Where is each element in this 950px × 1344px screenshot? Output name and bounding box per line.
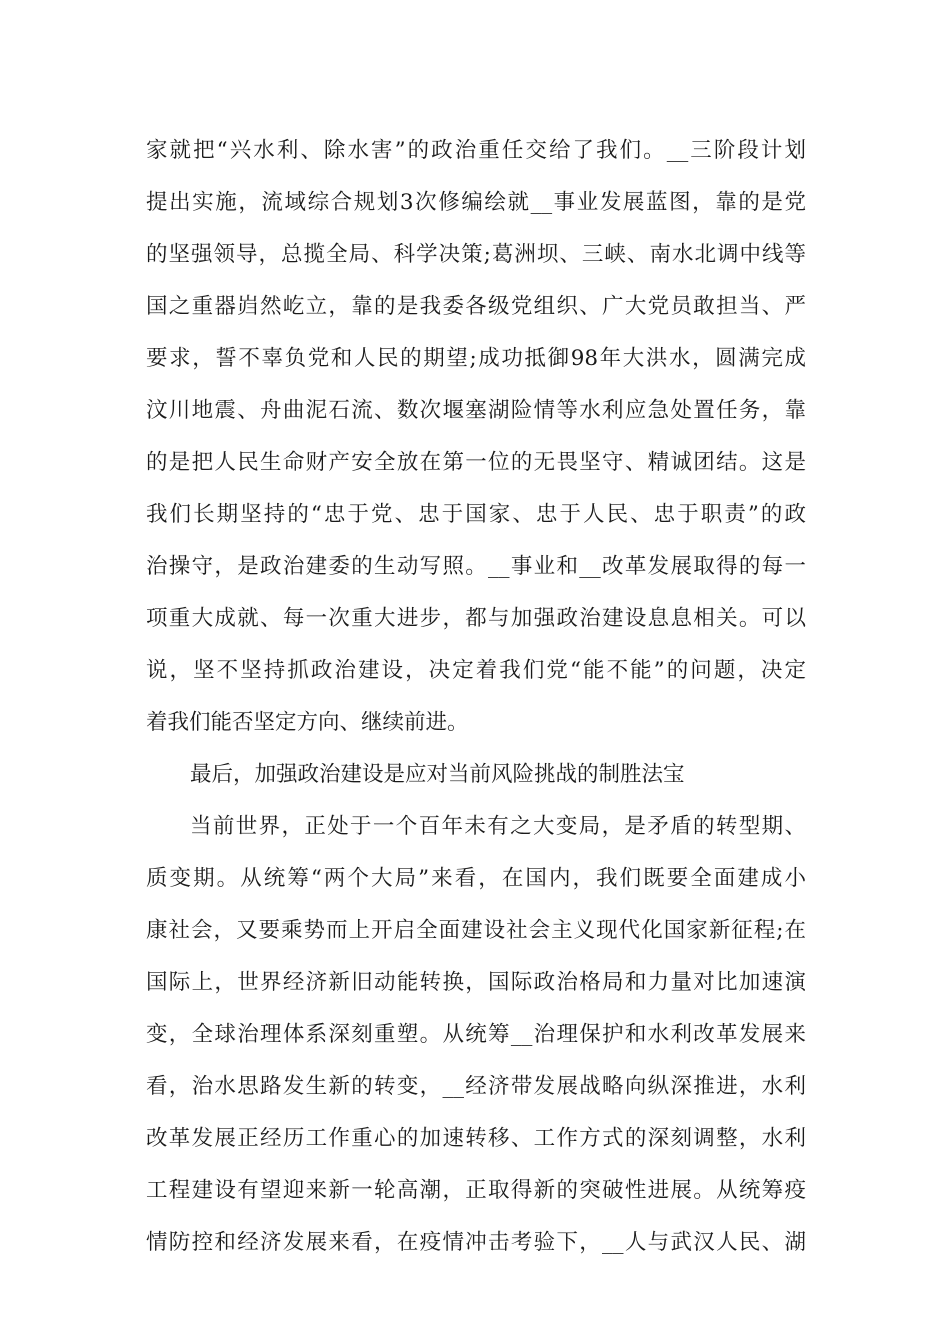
section-heading: 最后，加强政治建设是应对当前风险挑战的制胜法宝	[190, 762, 685, 787]
text-line: 说，坚不坚持抓政治建设，决定着我们党“能不能”的问题，决定	[146, 658, 806, 683]
text-line: 当前世界，正处于一个百年未有之大变局，是矛盾的转型期、	[190, 814, 806, 839]
text-line: 的是把人民生命财产安全放在第一位的无畏坚守、精诚团结。这是	[146, 450, 806, 475]
text-line: 提出实施，流域综合规划3次修编绘就__事业发展蓝图，靠的是党	[146, 190, 806, 215]
text-line: 我们长期坚持的“忠于党、忠于国家、忠于人民、忠于职责”的政	[146, 502, 806, 527]
text-line: 项重大成就、每一次重大进步，都与加强政治建设息息相关。可以	[146, 606, 806, 631]
text-line: 康社会，又要乘势而上开启全面建设社会主义现代化国家新征程;在	[146, 918, 806, 943]
text-line: 治操守，是政治建委的生动写照。__事业和__改革发展取得的每一	[146, 554, 806, 579]
text-line: 质变期。从统筹“两个大局”来看，在国内，我们既要全面建成小	[146, 866, 806, 891]
text-line: 汶川地震、舟曲泥石流、数次堰塞湖险情等水利应急处置任务，靠	[146, 398, 806, 423]
text-line: 国际上，世界经济新旧动能转换，国际政治格局和力量对比加速演	[146, 970, 806, 995]
text-line: 着我们能否坚定方向、继续前进。	[146, 710, 469, 735]
text-line: 国之重器岿然屹立，靠的是我委各级党组织、广大党员敢担当、严	[146, 294, 806, 319]
text-line: 的坚强领导，总揽全局、科学决策;葛洲坝、三峡、南水北调中线等	[146, 242, 806, 267]
text-line: 情防控和经济发展来看，在疫情冲击考验下，__人与武汉人民、湖	[146, 1230, 806, 1255]
text-line: 工程建设有望迎来新一轮高潮，正取得新的突破性进展。从统筹疫	[146, 1178, 806, 1203]
text-line: 家就把“兴水利、除水害”的政治重任交给了我们。__三阶段计划	[146, 138, 806, 163]
text-line: 变，全球治理体系深刻重塑。从统筹__治理保护和水利改革发展来	[146, 1022, 806, 1047]
text-line: 看，治水思路发生新的转变，__经济带发展战略向纵深推进，水利	[146, 1074, 806, 1099]
text-line: 要求，誓不辜负党和人民的期望;成功抵御98年大洪水，圆满完成	[146, 346, 806, 371]
text-line: 改革发展正经历工作重心的加速转移、工作方式的深刻调整，水利	[146, 1126, 806, 1151]
